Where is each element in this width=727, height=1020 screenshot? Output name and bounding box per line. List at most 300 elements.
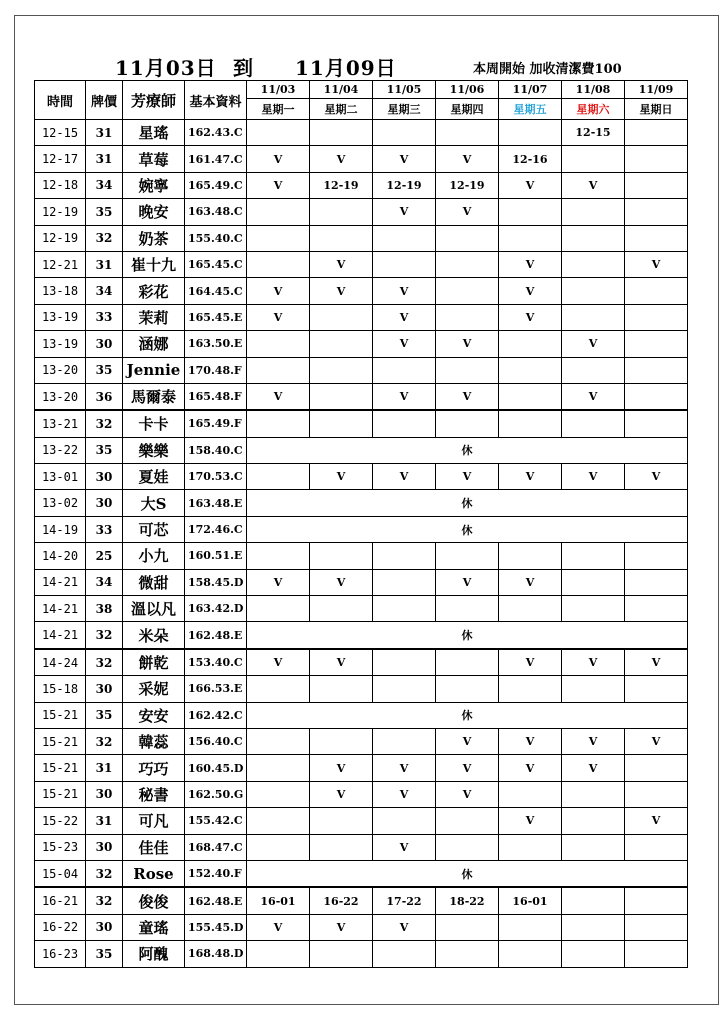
day-cell: V	[499, 755, 562, 781]
shift-time: 15-23	[35, 834, 86, 860]
price: 33	[86, 304, 123, 330]
day-cell: V	[310, 755, 373, 781]
price: 32	[86, 860, 123, 887]
day-cell	[562, 225, 625, 251]
day-cell	[310, 410, 373, 437]
day-cell	[499, 596, 562, 622]
day-cell	[310, 383, 373, 410]
day-cell	[247, 331, 310, 357]
day-cell	[562, 569, 625, 595]
basic-info: 165.45.E	[185, 304, 247, 330]
day-cell	[247, 251, 310, 277]
basic-info: 162.43.C	[185, 120, 247, 146]
day-cell	[436, 676, 499, 702]
day-cell	[247, 676, 310, 702]
day-date: 11/03	[247, 81, 310, 99]
table-row	[35, 172, 688, 198]
basic-info: 163.48.E	[185, 490, 247, 516]
table-row	[35, 755, 688, 781]
day-cell	[247, 120, 310, 146]
day-off: 休	[247, 437, 688, 463]
shift-time: 13-19	[35, 331, 86, 357]
day-cell: V	[373, 146, 436, 172]
day-cell	[373, 676, 436, 702]
basic-info: 160.45.D	[185, 755, 247, 781]
day-cell: V	[247, 146, 310, 172]
day-cell: V	[247, 278, 310, 304]
day-cell	[625, 199, 688, 225]
price: 32	[86, 622, 123, 649]
day-cell: V	[436, 199, 499, 225]
table-row	[35, 331, 688, 357]
basic-info: 165.49.C	[185, 172, 247, 198]
day-weekday-saturday: 星期六	[562, 99, 625, 120]
price: 30	[86, 490, 123, 516]
day-cell	[373, 251, 436, 277]
day-cell: V	[625, 649, 688, 676]
day-cell: V	[562, 728, 625, 754]
day-cell: V	[310, 914, 373, 940]
shift-time: 13-22	[35, 437, 86, 463]
shift-time: 12-17	[35, 146, 86, 172]
price: 38	[86, 596, 123, 622]
price: 32	[86, 225, 123, 251]
table-row	[35, 304, 688, 330]
header-date-row	[35, 81, 688, 99]
therapist-name: 秘書	[123, 781, 185, 807]
day-cell: V	[373, 781, 436, 807]
price: 35	[86, 199, 123, 225]
basic-info: 155.42.C	[185, 808, 247, 834]
day-cell	[436, 596, 499, 622]
day-cell: V	[247, 914, 310, 940]
day-cell: V	[499, 728, 562, 754]
shift-time: 12-19	[35, 225, 86, 251]
day-cell: V	[373, 331, 436, 357]
day-cell: V	[499, 569, 562, 595]
day-cell	[247, 808, 310, 834]
day-cell: V	[247, 383, 310, 410]
shift-time: 15-21	[35, 702, 86, 728]
day-cell: V	[310, 781, 373, 807]
day-cell	[373, 649, 436, 676]
therapist-name: 安安	[123, 702, 185, 728]
day-cell: V	[436, 146, 499, 172]
day-cell: V	[310, 146, 373, 172]
shift-time: 16-21	[35, 887, 86, 914]
basic-info: 165.49.F	[185, 410, 247, 437]
price: 35	[86, 437, 123, 463]
table-row	[35, 781, 688, 807]
day-cell: 18-22	[436, 887, 499, 914]
day-cell: V	[499, 304, 562, 330]
day-date: 11/04	[310, 81, 373, 99]
day-cell: 17-22	[373, 887, 436, 914]
therapist-name: 微甜	[123, 569, 185, 595]
day-cell: V	[625, 728, 688, 754]
day-cell	[499, 834, 562, 860]
day-cell: V	[625, 251, 688, 277]
table-row	[35, 278, 688, 304]
day-cell	[625, 543, 688, 569]
price: 31	[86, 120, 123, 146]
day-cell: V	[562, 755, 625, 781]
day-cell	[247, 596, 310, 622]
day-cell: V	[625, 464, 688, 490]
basic-info: 162.48.E	[185, 622, 247, 649]
day-cell	[247, 464, 310, 490]
day-cell	[499, 383, 562, 410]
day-cell: V	[436, 755, 499, 781]
shift-time: 13-18	[35, 278, 86, 304]
day-cell	[310, 941, 373, 967]
day-cell	[562, 543, 625, 569]
day-cell	[499, 914, 562, 940]
day-cell	[499, 676, 562, 702]
table-row	[35, 728, 688, 754]
table-row	[35, 860, 688, 887]
day-cell: V	[499, 172, 562, 198]
day-cell: V	[247, 569, 310, 595]
basic-info: 164.45.C	[185, 278, 247, 304]
price: 35	[86, 702, 123, 728]
day-cell	[499, 941, 562, 967]
day-cell	[562, 914, 625, 940]
price: 31	[86, 146, 123, 172]
basic-info: 163.42.D	[185, 596, 247, 622]
day-cell: 16-22	[310, 887, 373, 914]
day-weekday: 星期三	[373, 99, 436, 120]
to-label: 到	[233, 56, 253, 80]
day-cell	[247, 755, 310, 781]
table-row	[35, 676, 688, 702]
day-date: 11/08	[562, 81, 625, 99]
day-cell	[625, 146, 688, 172]
day-cell: V	[373, 834, 436, 860]
header-therapist: 芳療師	[123, 81, 185, 120]
table-row	[35, 120, 688, 146]
table-row	[35, 596, 688, 622]
day-cell	[562, 199, 625, 225]
day-cell	[562, 251, 625, 277]
shift-time: 14-20	[35, 543, 86, 569]
price: 30	[86, 331, 123, 357]
therapist-name: 可芯	[123, 516, 185, 542]
day-cell: V	[247, 649, 310, 676]
day-cell: V	[373, 304, 436, 330]
basic-info: 170.53.C	[185, 464, 247, 490]
day-cell	[373, 808, 436, 834]
day-cell	[247, 543, 310, 569]
shift-time: 12-18	[35, 172, 86, 198]
day-cell: V	[436, 569, 499, 595]
therapist-name: 馬爾泰	[123, 383, 185, 410]
day-cell	[625, 278, 688, 304]
day-date: 11/05	[373, 81, 436, 99]
basic-info: 158.45.D	[185, 569, 247, 595]
day-cell	[625, 410, 688, 437]
start-date: 11月03日	[115, 56, 217, 80]
therapist-name: 崔十九	[123, 251, 185, 277]
shift-time: 16-22	[35, 914, 86, 940]
day-cell	[310, 834, 373, 860]
day-cell	[625, 383, 688, 410]
day-weekday-friday: 星期五	[499, 99, 562, 120]
price: 30	[86, 676, 123, 702]
day-cell	[562, 146, 625, 172]
day-off: 休	[247, 490, 688, 516]
basic-info: 162.42.C	[185, 702, 247, 728]
header-time: 時間	[35, 81, 86, 120]
day-cell: V	[247, 304, 310, 330]
day-cell	[310, 120, 373, 146]
day-cell	[373, 569, 436, 595]
day-cell	[562, 410, 625, 437]
shift-time: 13-21	[35, 410, 86, 437]
basic-info: 163.50.E	[185, 331, 247, 357]
shift-time: 16-23	[35, 941, 86, 967]
table-row	[35, 464, 688, 490]
day-cell	[436, 304, 499, 330]
table-row	[35, 834, 688, 860]
shift-time: 14-24	[35, 649, 86, 676]
day-cell	[310, 676, 373, 702]
day-cell: V	[499, 278, 562, 304]
table-row	[35, 357, 688, 383]
day-cell	[499, 225, 562, 251]
basic-info: 155.45.D	[185, 914, 247, 940]
table-row	[35, 914, 688, 940]
day-cell	[625, 887, 688, 914]
header-price: 牌價	[86, 81, 123, 120]
day-cell: 16-01	[499, 887, 562, 914]
day-cell: V	[373, 383, 436, 410]
day-cell: V	[562, 331, 625, 357]
day-cell	[247, 357, 310, 383]
shift-time: 12-21	[35, 251, 86, 277]
day-cell: V	[625, 808, 688, 834]
therapist-name: 夏娃	[123, 464, 185, 490]
shift-time: 14-21	[35, 596, 86, 622]
day-cell	[562, 808, 625, 834]
day-cell	[499, 357, 562, 383]
therapist-name: 童瑤	[123, 914, 185, 940]
therapist-name: Rose	[123, 860, 185, 887]
price: 32	[86, 410, 123, 437]
day-date: 11/09	[625, 81, 688, 99]
basic-info: 165.45.C	[185, 251, 247, 277]
day-cell	[562, 304, 625, 330]
day-weekday: 星期四	[436, 99, 499, 120]
day-cell	[247, 834, 310, 860]
basic-info: 162.50.G	[185, 781, 247, 807]
basic-info: 165.48.F	[185, 383, 247, 410]
day-cell	[436, 278, 499, 304]
day-cell	[436, 410, 499, 437]
price: 35	[86, 941, 123, 967]
day-cell	[562, 941, 625, 967]
day-cell	[625, 331, 688, 357]
day-cell: 12-15	[562, 120, 625, 146]
therapist-name: 彩花	[123, 278, 185, 304]
day-cell: V	[373, 464, 436, 490]
table-row	[35, 146, 688, 172]
shift-time: 15-21	[35, 728, 86, 754]
day-cell	[310, 543, 373, 569]
header-info: 基本資料	[185, 81, 247, 120]
day-cell	[499, 410, 562, 437]
day-cell	[625, 596, 688, 622]
therapist-name: 米朵	[123, 622, 185, 649]
price: 31	[86, 808, 123, 834]
table-row	[35, 383, 688, 410]
price: 34	[86, 172, 123, 198]
day-cell: V	[373, 278, 436, 304]
basic-info: 168.48.D	[185, 941, 247, 967]
shift-time: 14-21	[35, 622, 86, 649]
schedule-title	[115, 52, 675, 80]
therapist-name: 佳佳	[123, 834, 185, 860]
price: 30	[86, 914, 123, 940]
table-row	[35, 410, 688, 437]
day-date: 11/07	[499, 81, 562, 99]
price: 32	[86, 728, 123, 754]
day-cell	[436, 834, 499, 860]
therapist-name: 溫以凡	[123, 596, 185, 622]
day-cell	[373, 941, 436, 967]
therapist-name: 草莓	[123, 146, 185, 172]
day-cell: 12-16	[499, 146, 562, 172]
therapist-name: 小九	[123, 543, 185, 569]
price: 34	[86, 278, 123, 304]
day-cell: V	[499, 251, 562, 277]
day-cell: V	[436, 781, 499, 807]
day-cell	[499, 781, 562, 807]
end-date: 11月09日	[295, 56, 397, 80]
table-row	[35, 808, 688, 834]
therapist-name: 采妮	[123, 676, 185, 702]
day-cell: V	[499, 649, 562, 676]
day-cell	[499, 120, 562, 146]
day-cell	[562, 834, 625, 860]
basic-info: 161.47.C	[185, 146, 247, 172]
table-row	[35, 622, 688, 649]
day-cell: V	[373, 755, 436, 781]
therapist-name: 星瑤	[123, 120, 185, 146]
table-row	[35, 887, 688, 914]
day-cell	[436, 914, 499, 940]
day-cell	[436, 649, 499, 676]
day-cell	[499, 543, 562, 569]
day-cell: V	[310, 464, 373, 490]
day-cell	[373, 225, 436, 251]
day-off: 休	[247, 860, 688, 887]
day-cell	[625, 120, 688, 146]
therapist-name: 樂樂	[123, 437, 185, 463]
day-cell	[247, 410, 310, 437]
basic-info: 172.46.C	[185, 516, 247, 542]
day-cell	[310, 596, 373, 622]
day-cell	[247, 781, 310, 807]
day-cell: V	[373, 199, 436, 225]
basic-info: 166.53.E	[185, 676, 247, 702]
day-cell	[310, 304, 373, 330]
price: 30	[86, 781, 123, 807]
basic-info: 156.40.C	[185, 728, 247, 754]
day-weekday: 星期一	[247, 99, 310, 120]
day-off: 休	[247, 516, 688, 542]
day-cell	[310, 728, 373, 754]
day-cell: V	[436, 383, 499, 410]
therapist-name: 茉莉	[123, 304, 185, 330]
table-row	[35, 516, 688, 542]
shift-time: 13-19	[35, 304, 86, 330]
therapist-name: 大S	[123, 490, 185, 516]
shift-time: 15-21	[35, 781, 86, 807]
day-weekday: 星期日	[625, 99, 688, 120]
day-cell	[247, 199, 310, 225]
day-off: 休	[247, 702, 688, 728]
day-cell: V	[310, 251, 373, 277]
day-cell	[562, 278, 625, 304]
day-cell	[562, 357, 625, 383]
day-cell	[625, 676, 688, 702]
price: 25	[86, 543, 123, 569]
day-cell	[373, 543, 436, 569]
basic-info: 153.40.C	[185, 649, 247, 676]
day-cell: V	[562, 383, 625, 410]
basic-info: 162.48.E	[185, 887, 247, 914]
day-cell	[562, 676, 625, 702]
day-cell	[436, 941, 499, 967]
day-cell	[247, 728, 310, 754]
shift-time: 12-15	[35, 120, 86, 146]
day-cell	[625, 225, 688, 251]
day-cell	[499, 331, 562, 357]
shift-time: 13-20	[35, 357, 86, 383]
shift-time: 15-04	[35, 860, 86, 887]
shift-time: 13-20	[35, 383, 86, 410]
day-cell: V	[436, 728, 499, 754]
day-cell	[562, 781, 625, 807]
table-row	[35, 437, 688, 463]
day-cell	[373, 728, 436, 754]
day-cell: 12-19	[310, 172, 373, 198]
basic-info: 163.48.C	[185, 199, 247, 225]
shift-time: 12-19	[35, 199, 86, 225]
day-cell	[436, 357, 499, 383]
table-row	[35, 649, 688, 676]
day-cell	[436, 543, 499, 569]
day-cell: V	[499, 464, 562, 490]
cleaning-fee-note: 本周開始 加收清潔費100	[473, 62, 622, 77]
day-cell	[373, 410, 436, 437]
day-off: 休	[247, 622, 688, 649]
day-cell	[625, 357, 688, 383]
price: 30	[86, 834, 123, 860]
day-cell	[562, 596, 625, 622]
price: 34	[86, 569, 123, 595]
therapist-name: 韓蕊	[123, 728, 185, 754]
basic-info: 160.51.E	[185, 543, 247, 569]
day-cell	[436, 251, 499, 277]
day-cell	[436, 808, 499, 834]
day-cell	[247, 225, 310, 251]
table-row	[35, 251, 688, 277]
therapist-name: 俊俊	[123, 887, 185, 914]
day-cell	[625, 304, 688, 330]
table-row	[35, 490, 688, 516]
